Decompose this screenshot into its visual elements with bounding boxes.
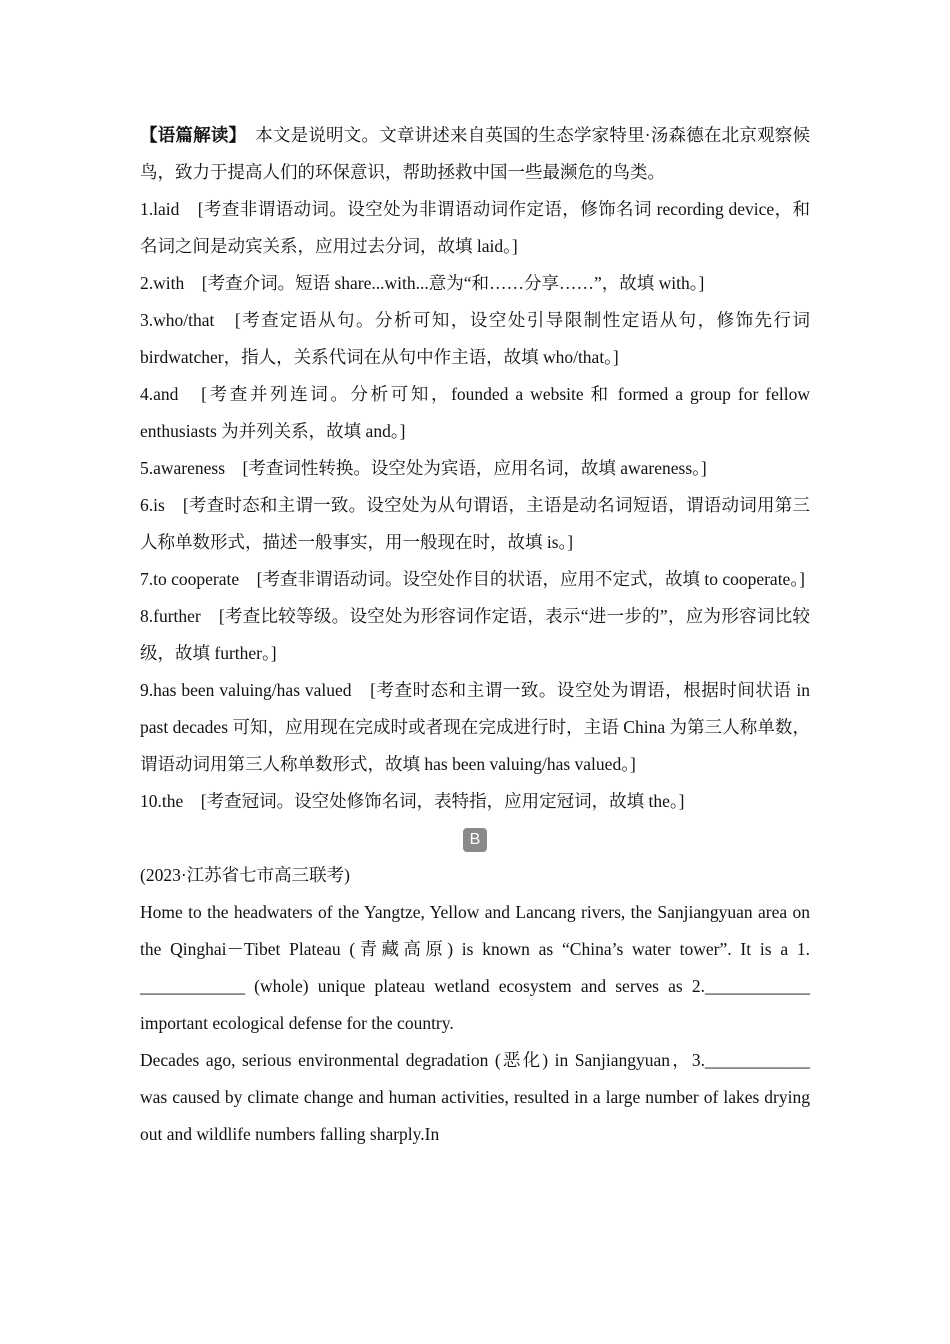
answer-label: 1.laid (140, 199, 180, 219)
answer-item-8 (140, 598, 810, 672)
analysis-heading: 【语篇解读】 (140, 125, 238, 145)
blank-1: ____________ (140, 976, 245, 996)
answer-item-6 (140, 487, 810, 561)
document-page (140, 117, 810, 1153)
answer-explanation: [考查时态和主谓一致。设空处为从句谓语，主语是动名词短语，谓语动词用第三人称单数形式，描述一般事实，用一般现在时，故填 is。] (140, 495, 810, 552)
blank-3: ____________ (705, 1050, 810, 1070)
answer-label: 5.awareness (140, 458, 226, 478)
passage-analysis (140, 117, 810, 191)
answer-explanation: [考查比较等级。设空处为形容词作定语，表示“进一步的”，应为形容词比较级，故填 further。] (140, 606, 810, 663)
blank-2: ____________ (705, 976, 810, 996)
answer-explanation: [考查冠词。设空处修饰名词，表特指，应用定冠词，故填 the。] (183, 791, 685, 811)
answer-label: 2.with (140, 273, 185, 293)
passage-text: Home to the headwaters of the Yangtze, Yellow and Lancang rivers, the Sanjiangyuan area on the Qinghai－Tibet Plateau (青藏高原) is known as “China’s water tower”. It is a 1. (140, 902, 810, 959)
answer-explanation: [考查词性转换。设空处为宾语，应用名词，故填 awareness。] (225, 458, 707, 478)
answer-explanation: [考查并列连词。分析可知，founded a website 和 formed a group for fellow enthusiasts 为并列关系，故填 and。] (140, 384, 810, 441)
passage-text: (whole) unique plateau wetland ecosystem and serves as 2. (245, 976, 705, 996)
analysis-text: 本文是说明文。文章讲述来自英国的生态学家特里·汤森德在北京观察候鸟，致力于提高人们的环保意识，帮助拯救中国一些最濒危的鸟类。 (140, 125, 811, 182)
answer-explanation: [考查介词。短语 share...with...意为“和……分享……”，故填 with。] (184, 273, 705, 293)
answer-label: 3.who/that (140, 310, 215, 330)
answer-item-2 (140, 265, 810, 302)
answer-item-1 (140, 191, 810, 265)
passage-paragraph-2 (140, 1042, 810, 1153)
answer-item-3 (140, 302, 810, 376)
passage-text: was caused by climate change and human activities, resulted in a large number of lakes drying out and wildlife numbers falling sharply.In (140, 1087, 810, 1144)
answer-item-5 (140, 450, 810, 487)
section-badge: B (463, 828, 487, 852)
answer-label: 8.further (140, 606, 201, 626)
passage-text: important ecological defense for the country. (140, 1013, 454, 1033)
answer-item-7 (140, 561, 810, 598)
answer-label: 10.the (140, 791, 184, 811)
passage-text: Decades ago, serious environmental degradation (恶化) in Sanjiangyuan，3. (140, 1050, 705, 1070)
passage-paragraph-1 (140, 894, 810, 1042)
answer-label: 6.is (140, 495, 165, 515)
source-line: (2023·江苏省七市高三联考) (140, 865, 350, 885)
section-badge-row (140, 820, 810, 857)
answer-item-9 (140, 672, 810, 783)
answer-item-4 (140, 376, 810, 450)
answer-explanation: [考查定语从句。分析可知，设空处引导限制性定语从句，修饰先行词 birdwatcher，指人，关系代词在从句中作主语，故填 who/that。] (140, 310, 810, 367)
answer-item-10 (140, 783, 810, 820)
answer-label: 4.and (140, 384, 179, 404)
answer-label: 9.has been valuing/has valued (140, 680, 352, 700)
answer-label: 7.to cooperate (140, 569, 240, 589)
answer-explanation: [考查非谓语动词。设空处为非谓语动词作定语，修饰名词 recording device，和名词之间是动宾关系，应用过去分词，故填 laid。] (140, 199, 810, 256)
answer-explanation: [考查时态和主谓一致。设空处为谓语，根据时间状语 in past decades 可知，应用现在完成时或者现在完成进行时，主语 China 为第三人称单数，谓语动词用第三人称单数形式，故填 has been valuing/has valued。] (140, 680, 810, 774)
answer-explanation: [考查非谓语动词。设空处作目的状语，应用不定式，故填 to cooperate。] (239, 569, 805, 589)
